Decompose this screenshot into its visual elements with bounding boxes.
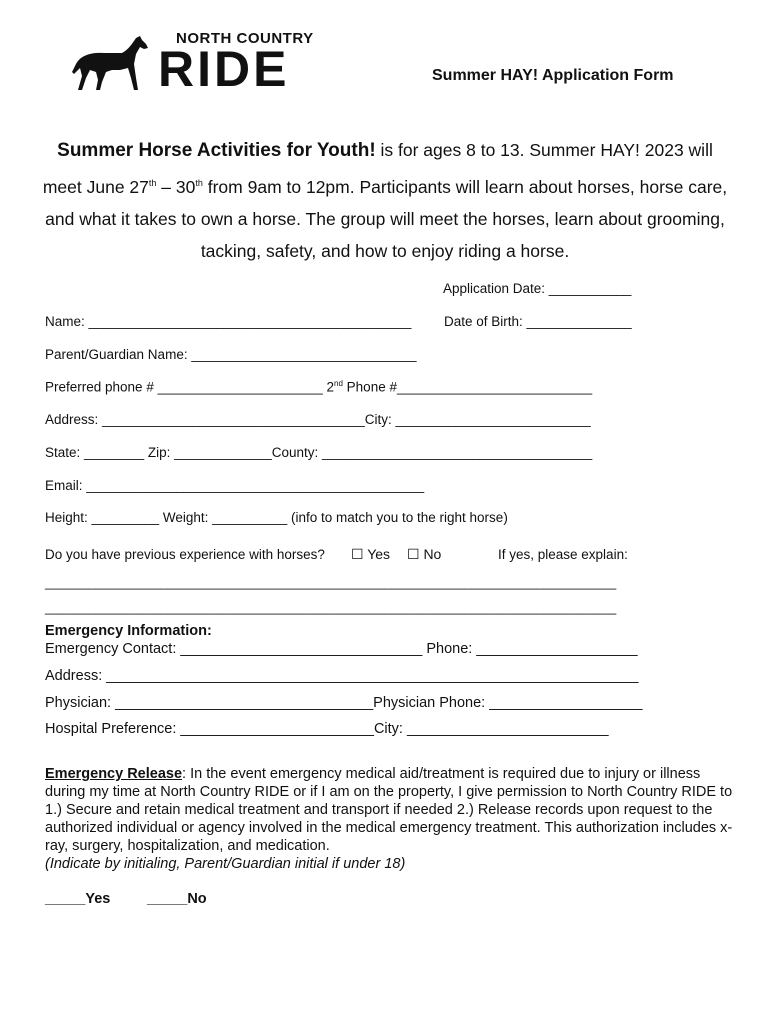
second-phone-field[interactable]: Phone #__________________________ [342,379,593,395]
physician-field[interactable]: Physician: ________________________________Physician Phone: ___________________ [45,695,643,711]
parent-guardian-field[interactable]: Parent/Guardian Name: ______________________________ [45,347,417,362]
preferred-phone-field[interactable]: Preferred phone # ______________________ 2 [45,379,335,395]
explain-line-2[interactable]: _______________________________________________________________________________ [45,600,617,615]
dob-field[interactable]: Date of Birth: ______________ [444,314,632,329]
release-text: In the event emergency medical aid/treatment is required due to injury or illness during my time at North Country RIDE or if I am on the property, I give permission to North Country RIDE to 1.) Secure and retain medical treatment and transport if needed 2.) Release records upon request to the authorized individual or agency involved in the medical emergency treatment. This authorization includes x-ray, surgery, hospitalization, and medication. [45,766,733,854]
hospital-field[interactable]: Hospital Preference: ________________________City: _________________________ [45,721,609,737]
intro-lead: Summer Horse Activities for Youth! [57,140,376,161]
emergency-release [45,765,735,873]
release-no-initial[interactable]: _____No [147,891,207,907]
application-date-field[interactable]: Application Date: ___________ [443,281,632,296]
intro-sup-2: th [195,178,203,188]
intro-text-2: – 30 [156,176,196,197]
height-weight-field[interactable]: Height: _________ Weight: __________ (info to match you to the right horse) [45,510,508,525]
logo [70,30,360,97]
emergency-heading: Emergency Information: [45,623,212,639]
intro-sup-1: th [148,178,157,188]
name-field[interactable]: Name: ___________________________________________ [45,314,412,329]
emergency-address-field[interactable]: Address: __________________________________________________________________ [45,668,639,684]
logo-top-text: NORTH COUNTRY [176,30,314,47]
email-field[interactable]: Email: _____________________________________________ [45,478,425,493]
experience-yes-checkbox[interactable]: ☐ Yes [351,546,391,562]
emergency-contact-field[interactable]: Emergency Contact: ______________________________ Phone: ____________________ [45,641,638,657]
intro-text-3: from 9am to 12pm. Participants will learn about horses, horse care, and what it takes to own a horse. The group will meet the horses, learn about grooming, tacking, safety, and how to enjoy riding a horse. [45,176,728,261]
release-note: (Indicate by initialing, Parent/Guardian initial if under 18) [45,856,406,872]
release-yes-initial[interactable]: _____Yes [45,891,111,907]
explain-label: If yes, please explain: [498,547,628,562]
intro-text-1: is for ages 8 to 13. Summer HAY! 2023 will meet June 27 [42,140,713,197]
experience-no-checkbox[interactable]: ☐ No [407,546,442,562]
phone2-sup: nd [334,379,343,388]
logo-main-text: RIDE [158,41,290,97]
phone-fields[interactable] [45,379,592,395]
address-city-field[interactable]: Address: ___________________________________City: __________________________ [45,412,591,427]
state-zip-county-field[interactable]: State: ________ Zip: _____________County: ____________________________________ [45,445,593,460]
release-label: Emergency Release [45,766,183,782]
release-colon: : [182,766,187,782]
explain-line-1[interactable]: _______________________________________________________________________________ [45,575,617,590]
experience-question: Do you have previous experience with horses? [45,547,325,562]
form-title: Summer HAY! Application Form [432,67,674,84]
intro-paragraph [40,134,730,267]
horse-icon [70,34,152,94]
